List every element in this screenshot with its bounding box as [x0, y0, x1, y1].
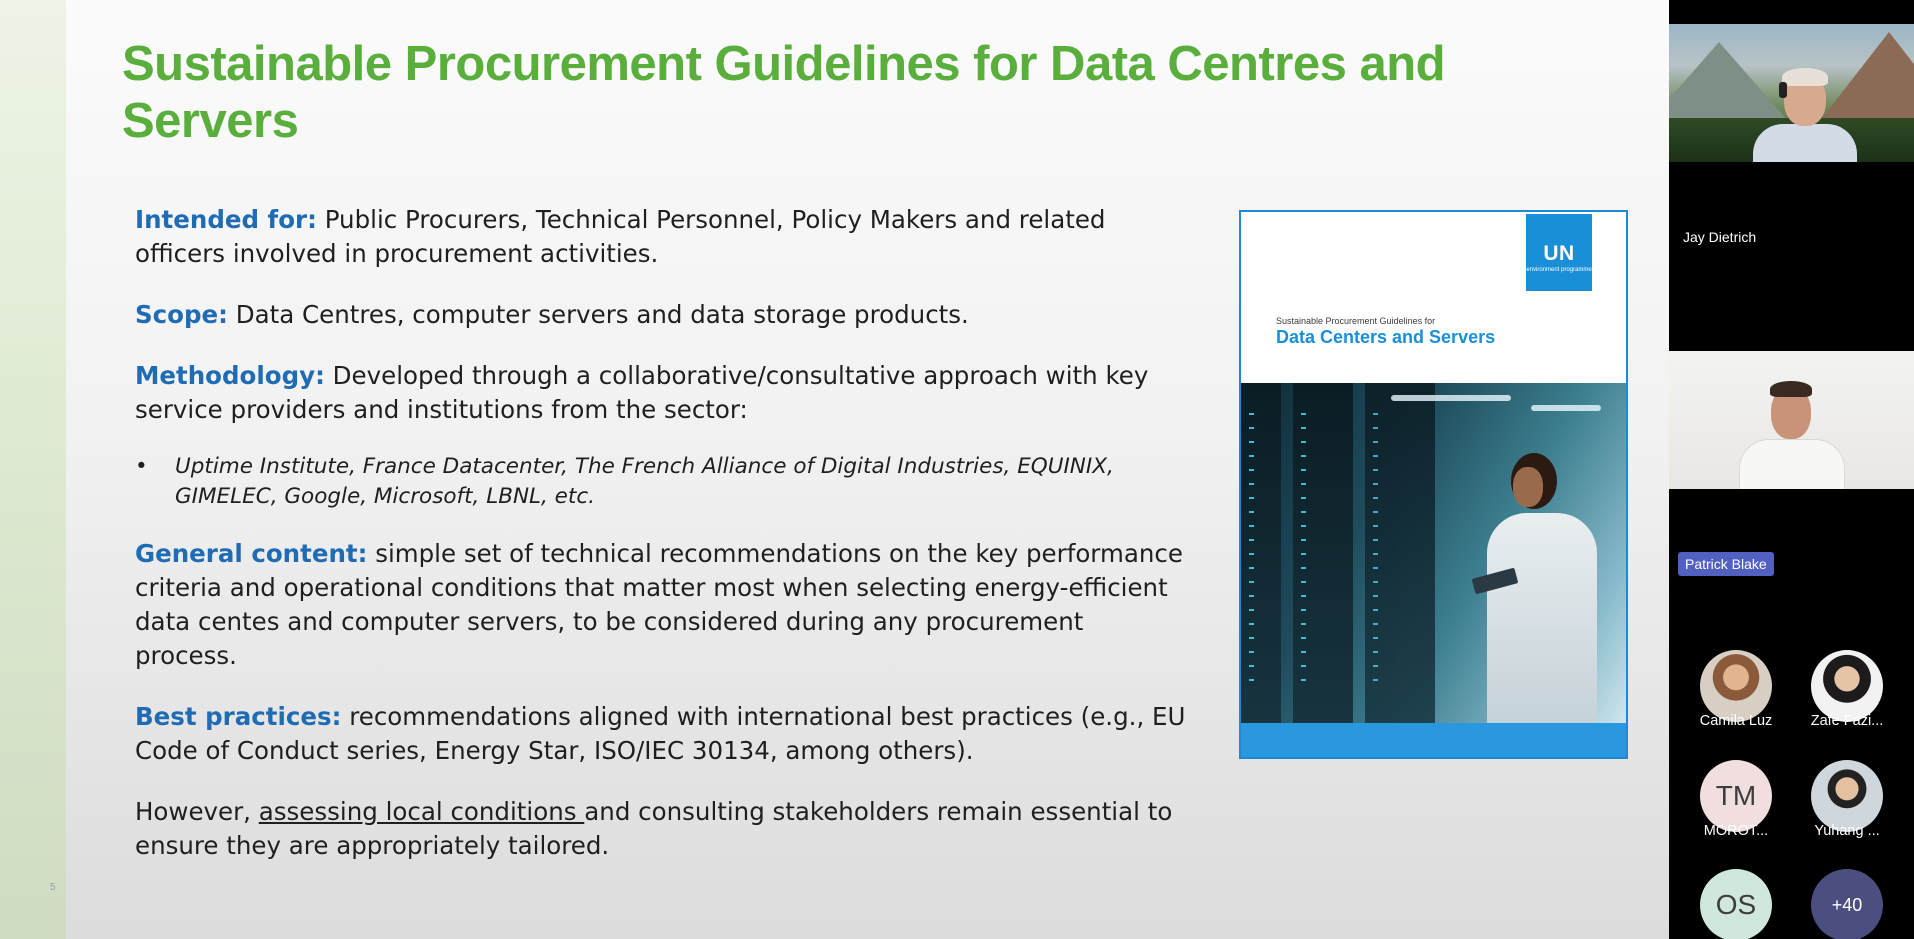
- more-participants-button[interactable]: +40: [1811, 869, 1883, 939]
- un-logo-subtext: environment programme: [1526, 267, 1592, 273]
- ceiling-light: [1391, 395, 1511, 401]
- general-content-text: simple set of technical recommendations on the key performance criteria and operational conditions that matter most when selecting energy-efficient data centes and computer servers, to be considered during any procurement process.: [135, 539, 1183, 670]
- best-practices-paragraph: [135, 700, 1190, 768]
- slide-title: Sustainable Procurement Guidelines for Data Centres and Servers: [122, 37, 1446, 148]
- slide-body: [135, 203, 1190, 890]
- intended-for-label: Intended for:: [135, 205, 317, 234]
- scope-label: Scope:: [135, 300, 228, 329]
- slide-side-band: [0, 0, 66, 939]
- headset-icon: [1779, 82, 1787, 98]
- server-room-photo: [1241, 383, 1626, 723]
- avatar-camila[interactable]: [1700, 650, 1772, 722]
- methodology-label: Methodology:: [135, 361, 325, 390]
- participant-hair: [1782, 68, 1828, 86]
- methodology-text: Developed through a collaborative/consultative approach with key service providers and institutions from the sector:: [135, 361, 1149, 424]
- un-logo-text: UN: [1543, 242, 1575, 265]
- mountain: [1669, 42, 1789, 122]
- intended-for-text: Public Procurers, Technical Personnel, Policy Makers and related officers involved in procurement activities.: [135, 205, 1106, 268]
- closing-paragraph: [135, 795, 1190, 863]
- participant-hair: [1770, 381, 1812, 397]
- best-practices-text: recommendations aligned with international best practices (e.g., EU Code of Conduct series, Energy Star, ISO/IEC 30134, among others).: [135, 702, 1186, 765]
- mountain: [1819, 32, 1914, 122]
- ceiling-light: [1531, 405, 1601, 411]
- participant-name-jay: Jay Dietrich: [1683, 229, 1757, 245]
- avatar-name-yuhang: Yuhang ...: [1814, 823, 1880, 839]
- avatar-zafe[interactable]: [1811, 650, 1883, 722]
- avatar-name-zafe: Zafe Fazi...: [1810, 713, 1884, 729]
- bullet-symbol: •: [135, 454, 148, 479]
- cover-subtitle: Sustainable Procurement Guidelines for: [1276, 316, 1436, 326]
- closing-before: However,: [135, 797, 259, 826]
- participant-name-patrick: Patrick Blake: [1678, 552, 1774, 576]
- closing-after: and consulting stakeholders remain essential to ensure they are appropriately tailored.: [135, 797, 1173, 860]
- server-rack: [1365, 383, 1435, 723]
- participant-body: [1753, 124, 1857, 162]
- closing-underlined: assessing local conditions: [258, 797, 585, 826]
- partners-text: Uptime Institute, France Datacenter, The French Alliance of Digital Industries, EQUINIX, GIMELEC, Google, Microsoft, LBNL, etc.: [175, 454, 1114, 509]
- avatar-yuhang[interactable]: [1811, 760, 1883, 832]
- technician-figure: [1473, 453, 1603, 723]
- avatar-name-morot: MOROT...: [1703, 823, 1769, 839]
- intended-for-paragraph: [135, 203, 1190, 271]
- best-practices-label: Best practices:: [135, 702, 342, 731]
- general-content-label: General content:: [135, 539, 368, 568]
- cover-footer-band: [1241, 723, 1626, 757]
- methodology-paragraph: [135, 359, 1190, 427]
- general-content-paragraph: [135, 537, 1190, 673]
- avatar-name-camila: Camila Luz: [1699, 713, 1773, 729]
- server-rack: [1241, 383, 1281, 723]
- report-cover-image: [1239, 210, 1628, 759]
- avatar-os[interactable]: OS: [1700, 869, 1772, 939]
- video-tile-jay[interactable]: [1669, 24, 1914, 162]
- slide-page-number: 5: [50, 882, 56, 893]
- video-tile-patrick[interactable]: [1669, 351, 1914, 489]
- scope-text: Data Centres, computer servers and data storage products.: [227, 300, 969, 329]
- un-environment-logo: [1526, 214, 1592, 291]
- cover-title: Data Centers and Servers: [1276, 327, 1496, 347]
- avatar-morot[interactable]: TM: [1700, 760, 1772, 832]
- partners-bullet: [135, 452, 1190, 512]
- scope-paragraph: [135, 298, 1190, 332]
- participant-body: [1739, 439, 1845, 489]
- server-rack: [1293, 383, 1353, 723]
